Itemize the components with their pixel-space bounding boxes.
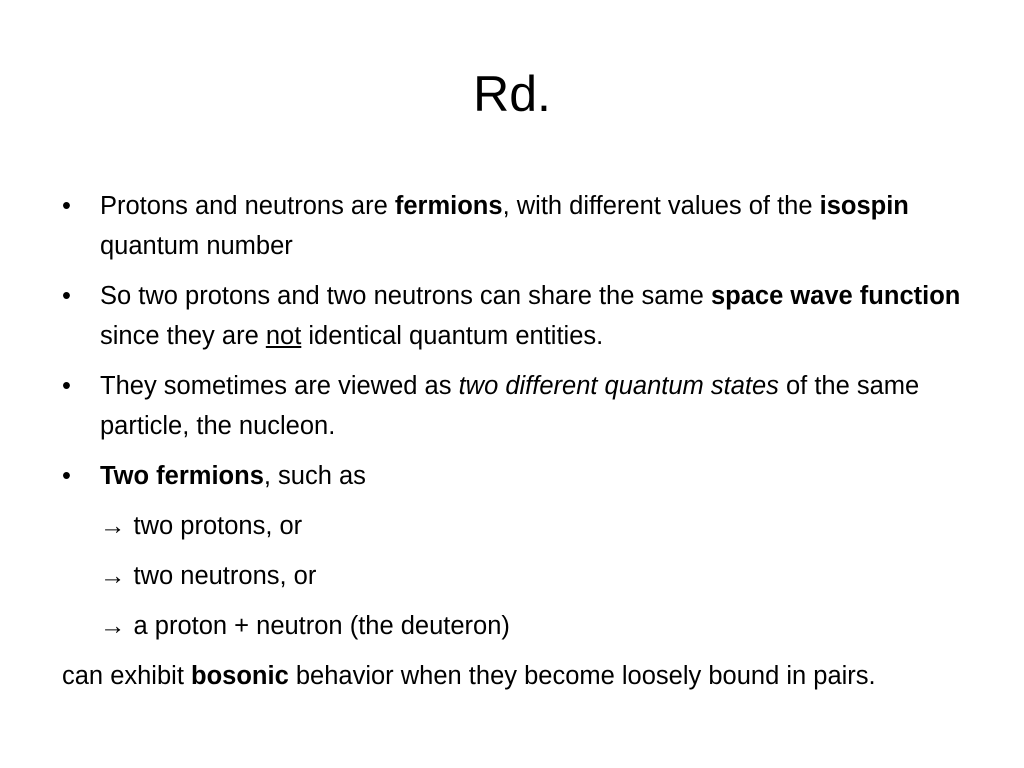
arrow-right-icon: → bbox=[100, 612, 126, 640]
text-run: Protons and neutrons are bbox=[100, 192, 395, 220]
slide-body bbox=[62, 186, 962, 696]
sub-item-two-protons bbox=[62, 506, 962, 546]
text-run: behavior when they become loosely bound in pairs. bbox=[288, 662, 876, 690]
italic-term-quantum-states: two different quantum states bbox=[458, 372, 779, 400]
closing-paragraph bbox=[62, 656, 962, 696]
text-run: can exhibit bbox=[62, 662, 191, 690]
underlined-term-not: not bbox=[265, 322, 302, 350]
sub-item-two-neutrons bbox=[62, 556, 962, 596]
bullet-item-wave-function bbox=[62, 276, 962, 356]
bullet-icon bbox=[62, 276, 82, 316]
text-run: identical quantum entities. bbox=[301, 322, 604, 350]
bullet-item-quantum-states bbox=[62, 366, 962, 446]
slide-title: Rd. bbox=[473, 66, 551, 122]
text-run: , with different values of the bbox=[502, 192, 820, 220]
arrow-right-icon: → bbox=[100, 512, 126, 540]
text-run: , such as bbox=[263, 462, 366, 490]
bold-term-two-fermions: Two fermions bbox=[100, 462, 264, 490]
bullet-item-fermions bbox=[62, 186, 962, 266]
bold-term-isospin: isospin bbox=[819, 192, 909, 220]
text-run: So two protons and two neutrons can share the same bbox=[100, 282, 711, 310]
bullet-icon bbox=[62, 186, 82, 226]
sub-item-text: two protons, or bbox=[133, 512, 303, 540]
sub-item-text: two neutrons, or bbox=[133, 562, 317, 590]
bold-term-space-wave-function: space wave function bbox=[710, 282, 961, 310]
text-run: of the same particle, the nucleon. bbox=[100, 372, 920, 440]
text-run: They sometimes are viewed as bbox=[100, 372, 459, 400]
bold-term-bosonic: bosonic bbox=[191, 662, 289, 690]
text-run: quantum number bbox=[100, 232, 293, 260]
sub-item-text: a proton + neutron (the deuteron) bbox=[133, 612, 510, 640]
bullet-icon bbox=[62, 366, 82, 406]
bold-term-fermions: fermions bbox=[394, 192, 503, 220]
text-run: since they are bbox=[100, 322, 266, 350]
bullet-item-two-fermions bbox=[62, 456, 962, 496]
arrow-right-icon: → bbox=[100, 562, 126, 590]
bullet-icon bbox=[62, 456, 82, 496]
sub-item-deuteron bbox=[62, 606, 962, 646]
